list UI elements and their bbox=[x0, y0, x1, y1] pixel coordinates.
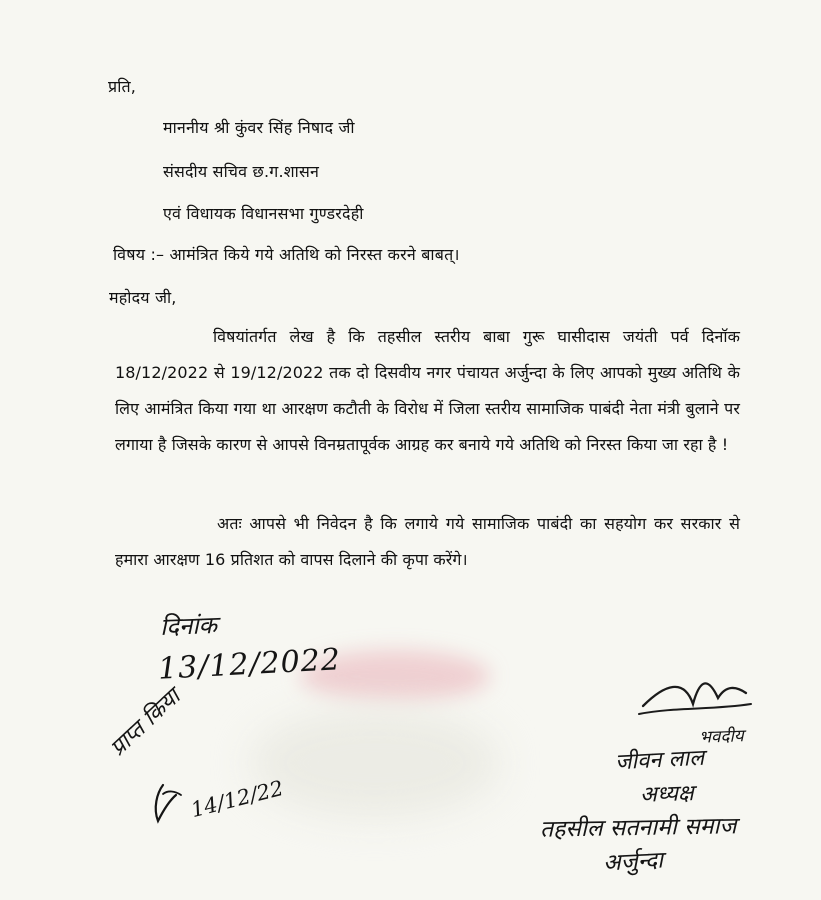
signer-title: अध्यक्ष bbox=[639, 781, 695, 808]
subject-line: विषय :– आमंत्रित किये गये अतिथि को निरस्त करने बाबत्। bbox=[113, 245, 460, 264]
recipient-name: माननीय श्री कुंवर सिंह निषाद जी bbox=[163, 118, 355, 137]
received-date: 14/12/22 bbox=[188, 775, 286, 823]
body-paragraph-1: विषयांतर्गत लेख है कि तहसील स्तरीय बाबा गुरू घासीदास जयंती पर्व दिनॉक 18/12/2022 से 19/12/2022 तक दो दिसवीय नगर पंचायत अर्जुन्दा के लिए आपको मुख्य अतिथि के लिए आमंत्रित किया गया था आरक्षण कटौती के विरोध में जिला स्तरीय सामाजिक पाबंदी नेता मंत्री बुलाने पर लगाया है जिसके कारण से आपसे विनम्रतापूर्वक आग्रह कर बनाये गये अतिथि को निरस्त किया जा रहा है ! bbox=[115, 327, 740, 454]
salutation: महोदय जी, bbox=[109, 288, 177, 307]
paper-smudge bbox=[250, 708, 500, 818]
body-paragraph-2: अतः आपसे भी निवेदन है कि लगाये गये सामाजिक पाबंदी का सहयोग कर सरकार से हमारा आरक्षण 16 प्रतिशत को वापस दिलाने की कृपा करेंगे। bbox=[115, 514, 740, 569]
signer-organization: तहसील सतनामी समाज bbox=[539, 813, 737, 843]
to-label: प्रति, bbox=[108, 77, 137, 96]
signer-place: अर्जुन्दा bbox=[602, 847, 664, 877]
handwritten-date: 13/12/2022 bbox=[157, 642, 342, 687]
signer-name: जीवन लाल bbox=[614, 745, 705, 776]
recipient-office: एवं विधायक विधानसभा गुण्डरदेही bbox=[163, 204, 364, 223]
recipient-designation: संसदीय सचिव छ.ग.शासन bbox=[163, 162, 320, 181]
received-initial-icon bbox=[103, 710, 193, 835]
received-note: प्राप्त किया bbox=[105, 684, 186, 762]
closing-text: भवदीय bbox=[698, 726, 745, 748]
handwritten-date-label: दिनांक bbox=[159, 611, 218, 641]
